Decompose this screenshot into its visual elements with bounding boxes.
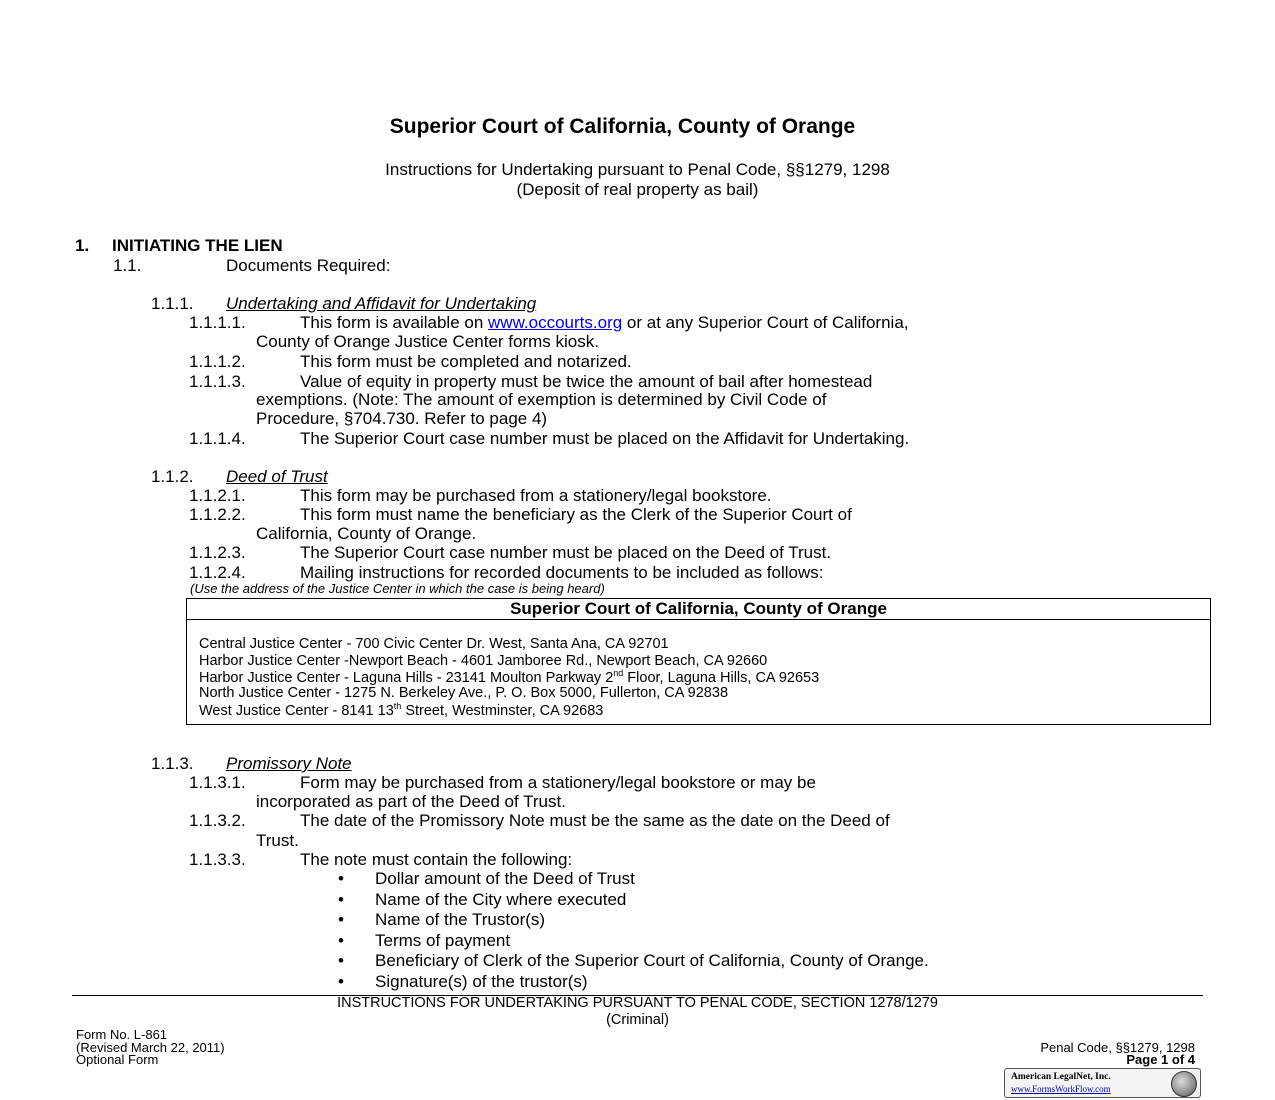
item-text: This form must name the beneficiary as the Clerk of the Superior Court of [300, 505, 852, 524]
item-continuation: exemptions. (Note: The amount of exemption is determined by Civil Code of [256, 390, 827, 409]
globe-icon [1171, 1071, 1197, 1097]
subtitle-line2: (Deposit of real property as bail) [516, 180, 759, 199]
list-item: Signature(s) of the trustor(s) [375, 972, 588, 991]
penal-code-ref: Penal Code, §§1279, 1298 [1040, 1040, 1195, 1055]
item-continuation: Trust. [256, 831, 299, 850]
item-number: 1.1.2.1. [189, 486, 246, 505]
logo-company-name: American LegalNet, Inc. [1011, 1072, 1111, 1082]
bullet-icon: • [338, 972, 344, 991]
item-text-pre: This form is available on [300, 313, 489, 332]
optional-form: Optional Form [76, 1052, 159, 1067]
item-number: 1.1.3.2. [189, 811, 246, 830]
undertaking-title: Undertaking and Affidavit for Undertaking [226, 294, 537, 313]
list-item: Beneficiary of Clerk of the Superior Court of California, County of Orange. [375, 951, 929, 970]
list-item: Terms of payment [375, 931, 511, 950]
item-continuation: Procedure, §704.730. Refer to page 4) [256, 409, 548, 428]
deed-title: Deed of Trust [226, 467, 328, 486]
deed-number: 1.1.2. [151, 467, 194, 486]
item-text: The note must contain the following: [300, 850, 573, 869]
item-number: 1.1.1.3. [189, 372, 246, 391]
bullet-icon: • [338, 890, 344, 909]
section-heading: INITIATING THE LIEN [112, 236, 283, 255]
item-text: The Superior Court case number must be placed on the Deed of Trust. [300, 543, 832, 562]
page-number: Page 1 of 4 [1126, 1052, 1195, 1067]
revised-date: (Revised March 22, 2011) [76, 1040, 225, 1055]
bullet-icon: • [338, 951, 344, 970]
item-number: 1.1.2.3. [189, 543, 246, 562]
item-text: Value of equity in property must be twice the amount of bail after homestead [300, 372, 873, 391]
section-number: 1. [75, 236, 90, 255]
item-number: 1.1.1.2. [189, 352, 246, 371]
list-item: Name of the Trustor(s) [375, 910, 546, 929]
form-number: Form No. L-861 [76, 1027, 168, 1042]
subsection-label: Documents Required: [226, 256, 391, 275]
address-west: West Justice Center - 8141 13th Street, Westminster, CA 92683 [199, 701, 604, 719]
item-number: 1.1.2.2. [189, 505, 246, 524]
item-continuation: California, County of Orange. [256, 524, 477, 543]
address-harbor-laguna: Harbor Justice Center - Laguna Hills - 23141 Moulton Parkway 2nd Floor, Laguna Hills, CA 92653 [199, 668, 820, 686]
american-legalnet-logo[interactable] [1004, 1068, 1201, 1098]
promissory-number: 1.1.3. [151, 754, 194, 773]
subtitle-line1: Instructions for Undertaking pursuant to Penal Code, §§1279, 1298 [385, 160, 890, 179]
footer-subtitle: (Criminal) [606, 1012, 669, 1028]
address-central: Central Justice Center - 700 Civic Center Dr. West, Santa Ana, CA 92701 [199, 636, 669, 652]
address-table-header: Superior Court of California, County of Orange [187, 599, 1210, 620]
undertaking-number: 1.1.1. [151, 294, 194, 313]
bullet-icon: • [338, 910, 344, 929]
item-text: This form must be completed and notarized. [300, 352, 632, 371]
item-text: This form may be purchased from a stationery/legal bookstore. [300, 486, 772, 505]
list-item: Name of the City where executed [375, 890, 627, 909]
bullet-icon: • [338, 869, 344, 888]
item-continuation: incorporated as part of the Deed of Trust. [256, 792, 566, 811]
item-number: 1.1.3.1. [189, 773, 246, 792]
address-table [186, 598, 1211, 725]
list-item: Dollar amount of the Deed of Trust [375, 869, 635, 888]
occourts-link[interactable]: www.occourts.org [488, 313, 623, 332]
item-number: 1.1.3.3. [189, 850, 246, 869]
logo-url[interactable]: www.FormsWorkFlow.com [1011, 1084, 1111, 1094]
footer-title: INSTRUCTIONS FOR UNDERTAKING PURSUANT TO PENAL CODE, SECTION 1278/1279 [337, 995, 938, 1011]
item-text: The date of the Promissory Note must be the same as the date on the Deed of [300, 811, 890, 830]
item-text: Form may be purchased from a stationery/legal bookstore or may be [300, 773, 816, 792]
item-number: 1.1.1.1. [189, 313, 246, 332]
address-note: (Use the address of the Justice Center in which the case is being heard) [190, 581, 605, 596]
address-harbor-newport: Harbor Justice Center -Newport Beach - 4601 Jamboree Rd., Newport Beach, CA 92660 [199, 653, 768, 669]
item-number: 1.1.1.4. [189, 429, 246, 448]
subsection-number: 1.1. [113, 256, 142, 275]
item-text: Mailing instructions for recorded documents to be included as follows: [300, 563, 824, 582]
item-number: 1.1.2.4. [189, 563, 246, 582]
address-north: North Justice Center - 1275 N. Berkeley Ave., P. O. Box 5000, Fullerton, CA 92838 [199, 685, 729, 701]
item-text-post: or at any Superior Court of California, [622, 313, 909, 332]
item-text: The Superior Court case number must be placed on the Affidavit for Undertaking. [300, 429, 910, 448]
bullet-icon: • [338, 931, 344, 950]
promissory-title: Promissory Note [226, 754, 352, 773]
item-continuation: County of Orange Justice Center forms kiosk. [256, 332, 599, 351]
page-title: Superior Court of California, County of Orange [389, 115, 856, 138]
item-text [300, 313, 909, 333]
